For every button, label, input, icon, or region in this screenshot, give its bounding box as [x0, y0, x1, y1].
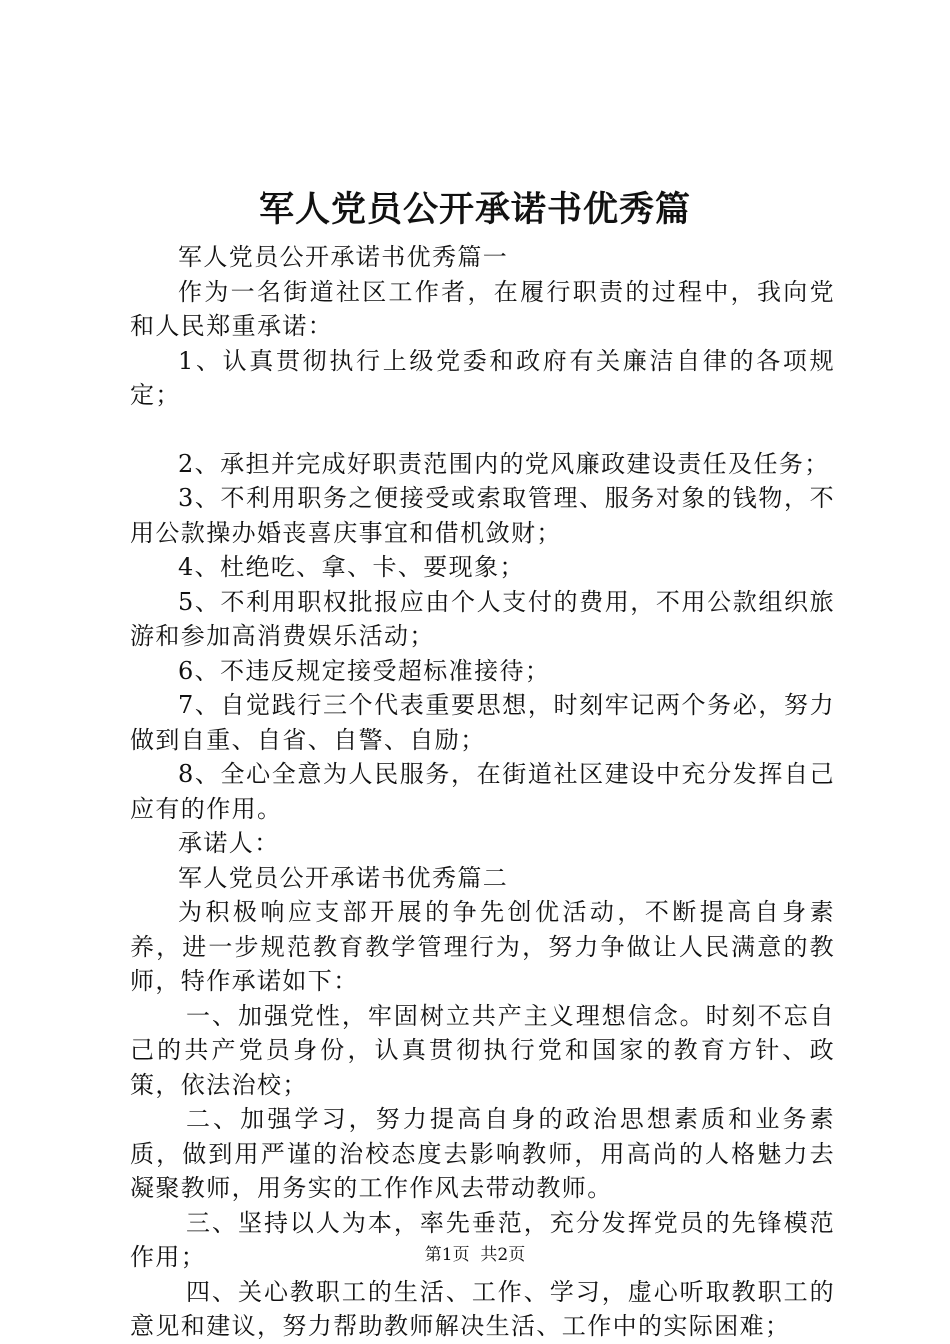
commitment-item-3: 3、不利用职务之便接受或索取管理、服务对象的钱物，不用公款操办婚丧喜庆事宜和借机敛财； — [130, 484, 835, 547]
paragraph-intro-1: 作为一名街道社区工作者，在履行职责的过程中，我向党和人民郑重承诺： — [130, 277, 835, 340]
document-title: 军人党员公开承诺书优秀篇 — [258, 189, 691, 230]
section-heading-1: 军人党员公开承诺书优秀篇一 — [178, 243, 509, 271]
page-number: 第1页 共2页 — [424, 1245, 526, 1265]
commitment-item-5: 5、不利用职权批报应由个人支付的费用，不用公款组织旅游和参加高消费娱乐活动； — [130, 587, 835, 650]
pledge-item-1: 一、加强党性，牢固树立共产主义理想信念。时刻不忘自己的共产党员身份，认真贯彻执行党和国家的教育方针、政策，依法治校； — [130, 1001, 835, 1099]
commitment-item-4: 4、杜绝吃、拿、卡、要现象； — [178, 553, 525, 581]
section-heading-2: 军人党员公开承诺书优秀篇二 — [178, 863, 509, 892]
commitment-item-7: 7、自觉践行三个代表重要思想，时刻牢记两个务必，努力做到自重、自省、自警、自励； — [130, 691, 835, 754]
blank-line — [130, 413, 835, 447]
pledge-item-2: 二、加强学习，努力提高自身的政治思想素质和业务素质，做到用严谨的治校态度去影响教师，用高尚的人格魅力去凝聚教师，用务实的工作作风去带动教师。 — [130, 1105, 835, 1202]
commitment-item-2: 2、承担并完成好职责范围内的党风廉政建设责任及任务； — [178, 449, 830, 478]
paragraph-intro-2: 为积极响应支部开展的争先创优活动，不断提高自身素养，进一步规范教育教学管理行为，努力争做让人民满意的教师，特作承诺如下： — [130, 898, 835, 995]
pledge-item-3: 三、坚持以人为本，率先垂范，充分发挥党员的先锋模范作用； — [130, 1208, 835, 1271]
document-body — [130, 240, 835, 1344]
signature-line: 承诺人： — [178, 829, 280, 857]
commitment-item-8: 8、全心全意为人民服务，在街道社区建设中充分发挥自己应有的作用。 — [130, 760, 835, 823]
pledge-item-4: 四、关心教职工的生活、工作、学习，虚心听取教职工的意见和建议，努力帮助教师解决生活、工作中的实际困难； — [130, 1277, 835, 1340]
commitment-item-6: 6、不违反规定接受超标准接待； — [178, 656, 551, 685]
commitment-item-1: 1、认真贯彻执行上级党委和政府有关廉洁自律的各项规定； — [130, 346, 835, 409]
page-footer — [0, 1244, 950, 1266]
